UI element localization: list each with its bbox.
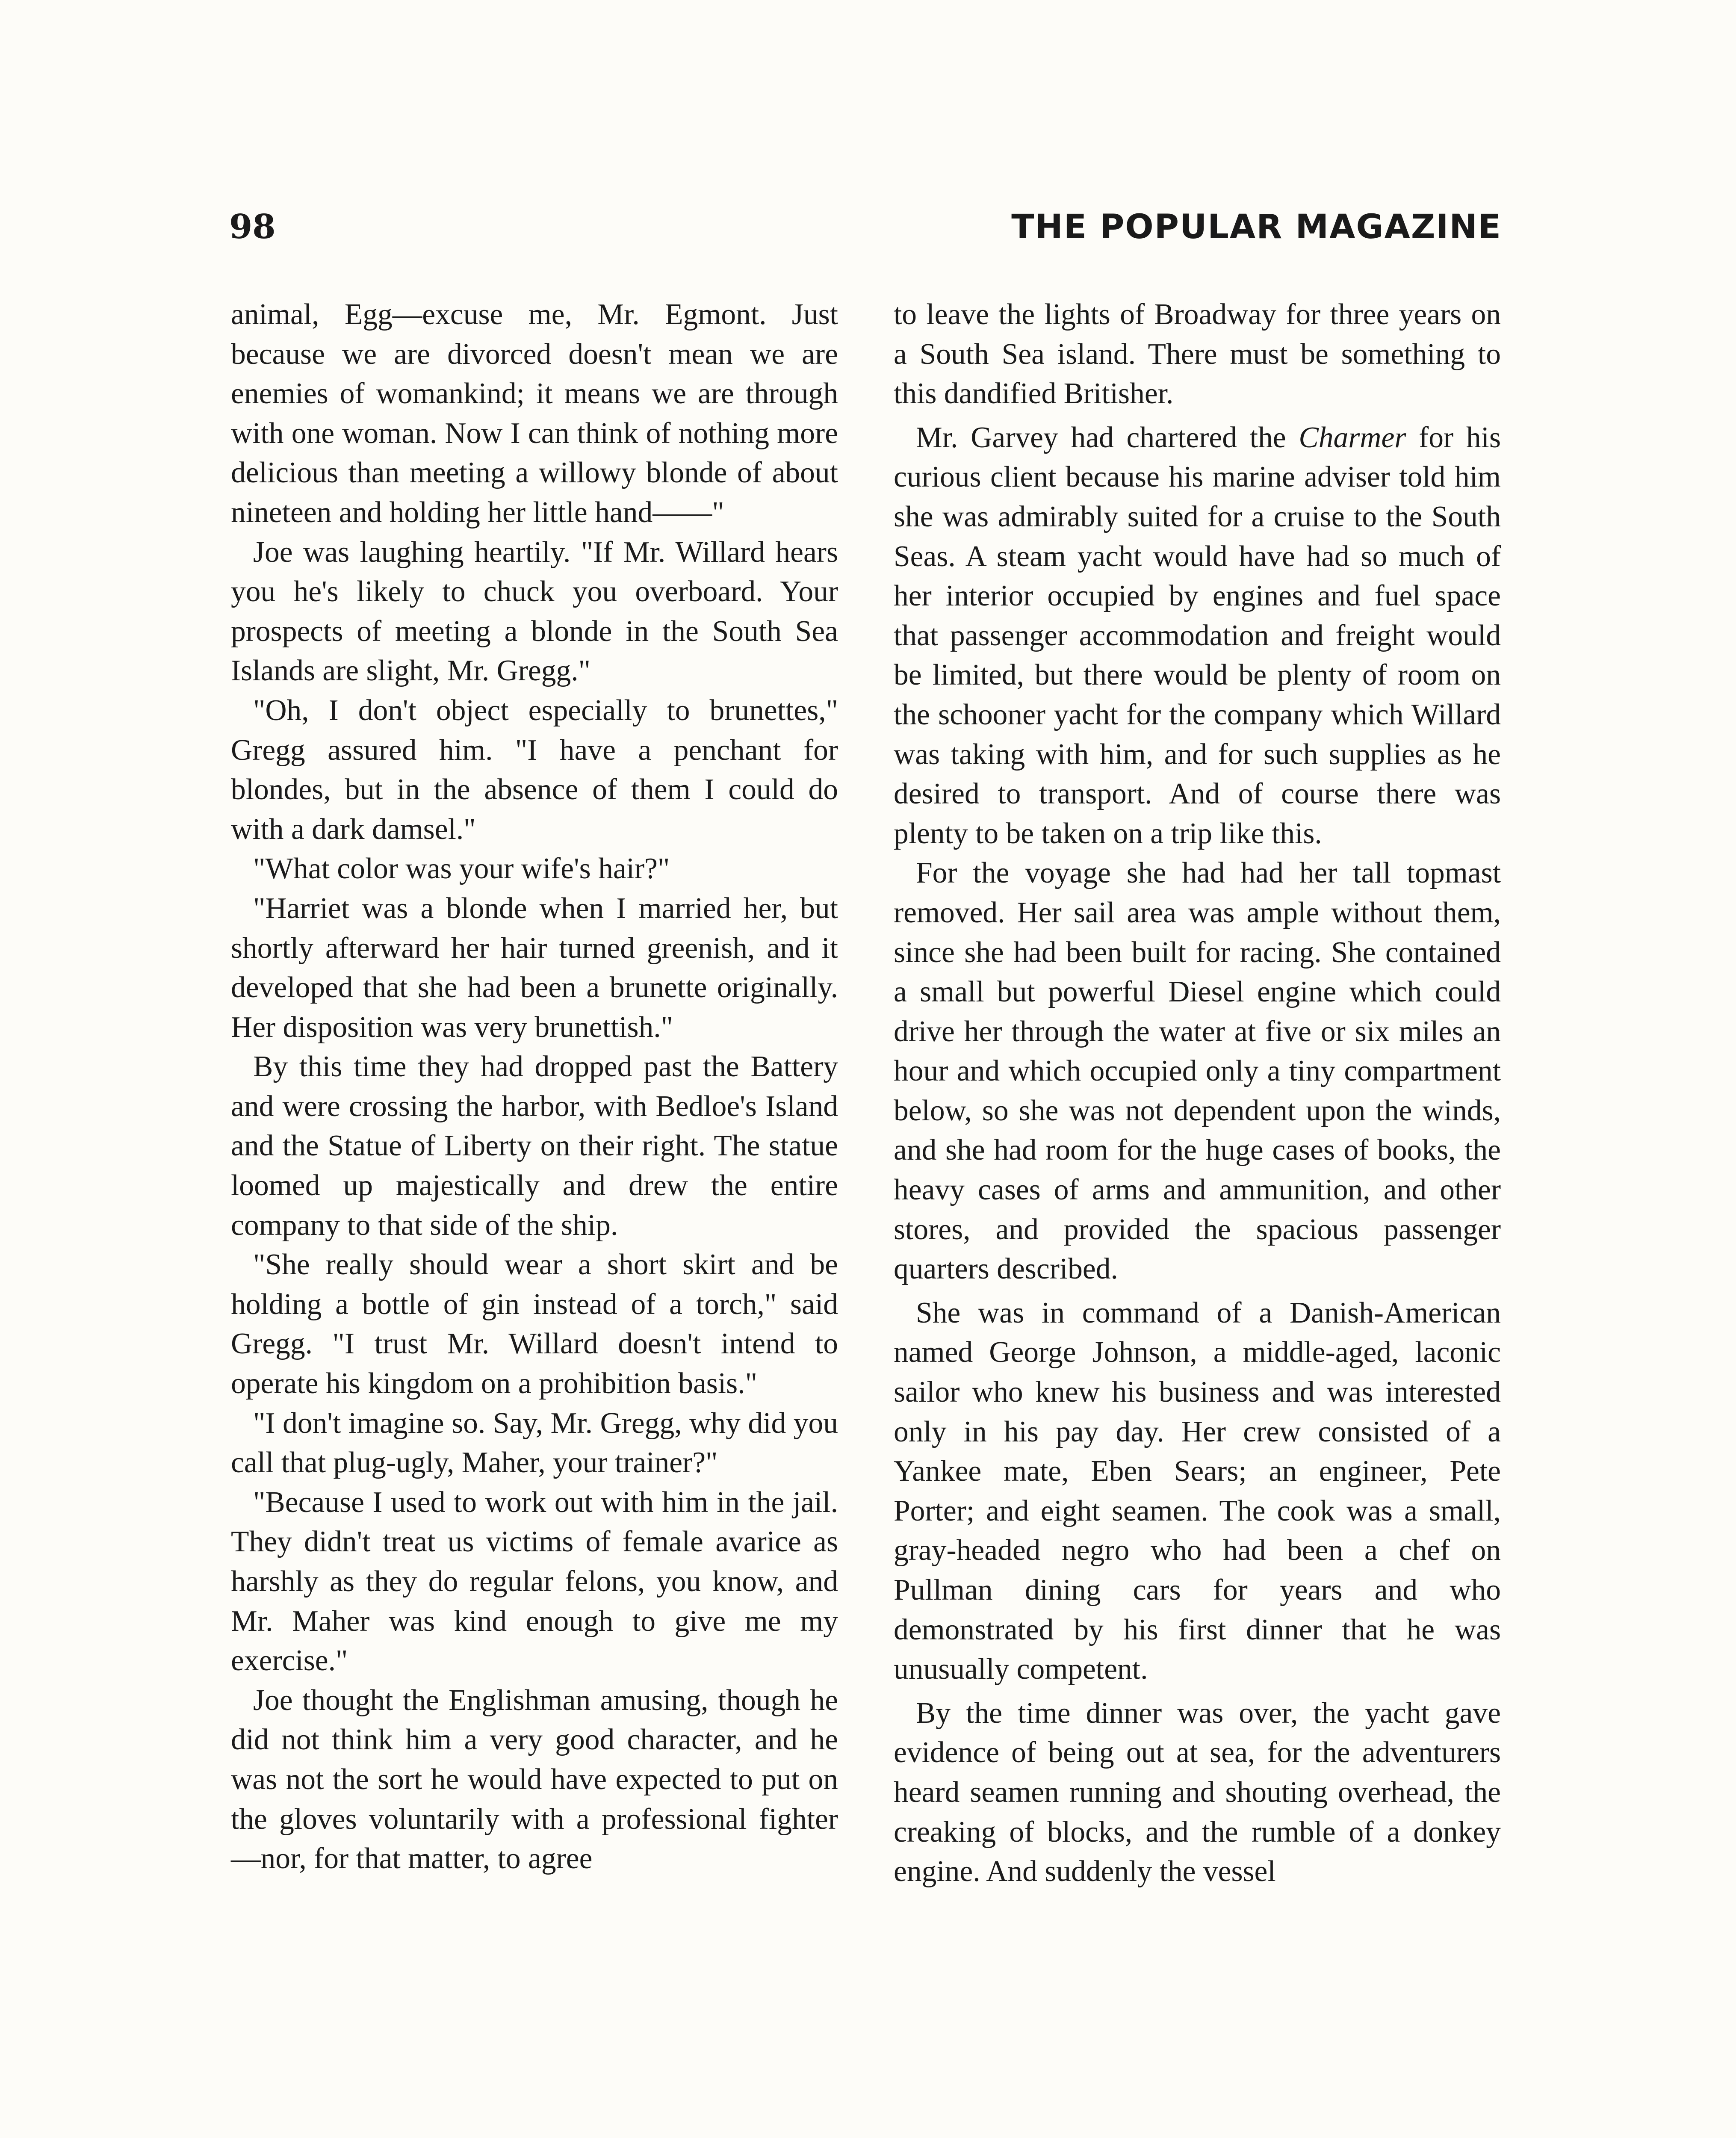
- right-paragraph-2: [894, 418, 1501, 854]
- left-paragraph-8: "I don't imagine so. Say, Mr. Gregg, why did you call that plug-ugly, Maher, your trainer?": [231, 1406, 838, 1479]
- right-paragraph-2-start: Mr. Garvey had chartered the: [916, 421, 1299, 454]
- page-number: 98: [229, 207, 276, 246]
- left-column: [231, 295, 838, 1879]
- running-head-title: THE POPULAR MAGAZINE: [1011, 208, 1502, 246]
- left-paragraph-3: "Oh, I don't object especially to brunettes," Gregg assured him. "I have a penchant for blondes, but in the absence of them I could do with a dark damsel.": [231, 694, 838, 846]
- right-paragraph-1: to leave the lights of Broadway for three years on a South Sea island. There must be something to this dandified Britisher.: [894, 298, 1501, 410]
- left-paragraph-1: animal, Egg—excuse me, Mr. Egmont. Just because we are divorced doesn't mean we are enemies of womankind; it means we are through with one woman. Now I can think of nothing more delicious than meeting a willowy blonde of about nineteen and holding her little hand——": [231, 298, 838, 529]
- left-paragraph-9: "Because I used to work out with him in the jail. They didn't treat us victims of female avarice as harshly as they do regular felons, you know, and Mr. Maher was kind enough to give me my exercise.": [231, 1485, 838, 1677]
- left-paragraph-5: "Harriet was a blonde when I married her, but shortly afterward her hair turned greenish, and it developed that she had been a brunette originally. Her disposition was very brunettish.": [231, 892, 838, 1044]
- right-paragraph-5: By the time dinner was over, the yacht gave evidence of being out at sea, for the adventurers heard seamen running and shouting overhead, the creaking of blocks, and the rumble of a donkey engine. And suddenly the vessel: [894, 1696, 1501, 1888]
- left-paragraph-7: "She really should wear a short skirt and be holding a bottle of gin instead of a torch," said Gregg. "I trust Mr. Willard doesn't intend to operate his kingdom on a prohibition basis.": [231, 1248, 838, 1400]
- left-paragraph-2: Joe was laughing heartily. "If Mr. Willard hears you he's likely to chuck you overboard. Your prospects of meeting a blonde in the South Sea Islands are slight, Mr. Gregg.": [231, 535, 838, 688]
- left-paragraph-10: Joe thought the Englishman amusing, though he did not think him a very good character, and he was not the sort he would have expected to put on the gloves voluntarily with a professional fighter—nor, for that matter, to agree: [231, 1683, 838, 1875]
- left-paragraph-4: "What color was your wife's hair?": [253, 852, 670, 886]
- right-paragraph-2-rest: for his curious client because his marine adviser told him she was admirably suited for a cruise to the South Seas. A steam yacht would have had so much of her interior occupied by engines and fuel space that passenger accommodation and freight would be limited, but there would be plenty of room on the schooner yacht for the company which Willard was taking with him, and for such supplies as he desired to transport. And of course there was plenty to be taken on a trip like this.: [894, 421, 1501, 850]
- right-column: [894, 295, 1501, 1892]
- right-paragraph-3: For the voyage she had had her tall topmast removed. Her sail area was ample without them, since she had been built for racing. She contained a small but powerful Diesel engine which could drive her through the water at five or six miles an hour and which occupied only a tiny compartment below, so she was not dependent upon the winds, and she had room for the huge cases of books, the heavy cases of arms and ammunition, and other stores, and provided the spacious passenger quarters described.: [894, 856, 1501, 1286]
- ship-name: Charmer: [1299, 421, 1406, 454]
- right-paragraph-4: She was in command of a Danish-American named George Johnson, a middle-aged, laconic sailor who knew his business and was interested only in his pay day. Her crew consisted of a Yankee mate, Eben Sears; an engineer, Pete Porter; and eight seamen. The cook was a small, gray-headed negro who had been a chef on Pullman dining cars for years and who demonstrated by his first dinner that he was unusually competent.: [894, 1296, 1501, 1686]
- left-paragraph-6: By this time they had dropped past the Battery and were crossing the harbor, with Bedloe's Island and the Statue of Liberty on their right. The statue loomed up majestically and drew the entire company to that side of the ship.: [231, 1050, 838, 1242]
